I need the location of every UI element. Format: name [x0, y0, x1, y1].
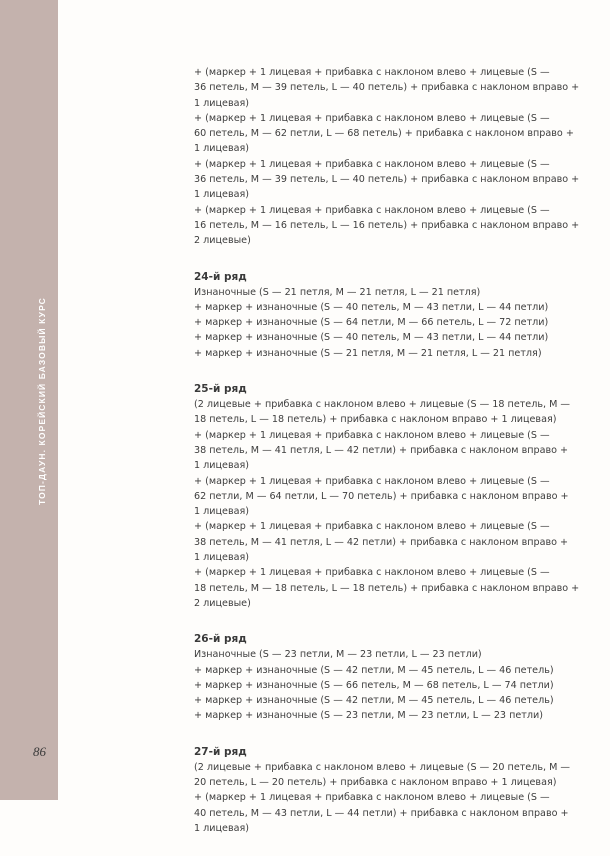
instruction-line: 1 лицевая) — [194, 189, 250, 201]
row-heading: 25-й ряд — [194, 383, 247, 396]
row-heading: 26-й ряд — [194, 633, 247, 646]
instructions-body — [194, 65, 580, 856]
sidebar — [0, 0, 58, 800]
instruction-line: + маркер + изнаночные (S — 42 петли, M — 45 петель, L — 46 петель) — [194, 695, 554, 707]
row-section — [194, 631, 554, 723]
instruction-line: 36 петель, M — 39 петель, L — 40 петель) + прибавка с наклоном вправо + — [194, 82, 580, 94]
instruction-line: Изнаночные (S — 23 петли, M — 23 петли, L — 23 петли) — [194, 649, 482, 661]
instruction-line: (2 лицевые + прибавка с наклоном влево + лицевые (S — 20 петель, M — — [194, 761, 571, 773]
instruction-line: (2 лицевые + прибавка с наклоном влево + лицевые (S — 18 петель, M — — [194, 399, 571, 411]
instruction-line: + маркер + изнаночные (S — 23 петли, M — 23 петли, L — 23 петли) — [194, 710, 543, 722]
instruction-line: 62 петли, M — 64 петли, L — 70 петель) + прибавка с наклоном вправо + — [194, 490, 569, 502]
instruction-line: + маркер + изнаночные (S — 21 петля, M — 21 петля, L — 21 петля) — [194, 347, 542, 359]
running-title: ТОП-ДАУН. КОРЕЙСКИЙ БАЗОВЫЙ КУРС — [37, 297, 47, 505]
instruction-line: 1 лицевая) — [194, 552, 250, 564]
instruction-line: 2 лицевые) — [194, 235, 251, 247]
row-section — [194, 65, 580, 249]
instruction-line: Изнаночные (S — 21 петля, M — 21 петля, L — 21 петля) — [194, 286, 481, 298]
instruction-line: + (маркер + 1 лицевая + прибавка с наклоном влево + лицевые (S — — [194, 67, 550, 78]
instruction-line: + маркер + изнаночные (S — 42 петли, M — 45 петель, L — 46 петель) — [194, 664, 554, 676]
row-heading: 24-й ряд — [194, 270, 247, 283]
instruction-line: + (маркер + 1 лицевая + прибавка с наклоном влево + лицевые (S — — [194, 204, 550, 216]
row-section — [194, 269, 554, 361]
instruction-line: + маркер + изнаночные (S — 66 петель, M — 68 петель, L — 74 петли) — [194, 679, 554, 691]
instruction-line: 18 петель, L — 18 петель) + прибавка с наклоном вправо + 1 лицевая) — [194, 414, 557, 426]
instruction-line: 38 петель, M — 41 петля, L — 42 петли) + прибавка с наклоном вправо + — [194, 536, 569, 548]
instruction-line: 1 лицевая) — [194, 143, 250, 155]
instruction-line: + маркер + изнаночные (S — 40 петель, M — 43 петли, L — 44 петли) — [194, 332, 549, 344]
instruction-line: + (маркер + 1 лицевая + прибавка с наклоном влево + лицевые (S — — [194, 792, 550, 804]
page-number: 86 — [33, 744, 46, 759]
instruction-line: 36 петель, M — 39 петель, L — 40 петель) + прибавка с наклоном вправо + — [194, 174, 580, 186]
instruction-line: 1 лицевая) — [194, 460, 250, 472]
row-heading: 27-й ряд — [194, 745, 247, 758]
instruction-line: 1 лицевая) — [194, 822, 250, 834]
instruction-line: 38 петель, M — 41 петля, L — 42 петли) + прибавка с наклоном вправо + — [194, 444, 569, 456]
instruction-line: + (маркер + 1 лицевая + прибавка с наклоном влево + лицевые (S — — [194, 158, 550, 170]
instruction-line: 1 лицевая) — [194, 506, 250, 518]
instruction-line: 18 петель, M — 18 петель, L — 18 петель) + прибавка с наклоном вправо + — [194, 582, 580, 594]
instruction-line: + (маркер + 1 лицевая + прибавка с наклоном влево + лицевые (S — — [194, 475, 550, 487]
instruction-line: 16 петель, M — 16 петель, L — 16 петель) + прибавка с наклоном вправо + — [194, 219, 580, 231]
instruction-line: 60 петель, M — 62 петли, L — 68 петель) + прибавка с наклоном вправо + — [194, 128, 574, 140]
row-section — [194, 381, 580, 611]
instruction-line: 1 лицевая) — [194, 97, 250, 109]
instruction-line: + (маркер + 1 лицевая + прибавка с наклоном влево + лицевые (S — — [194, 112, 550, 124]
instruction-line: + (маркер + 1 лицевая + прибавка с наклоном влево + лицевые (S — — [194, 521, 550, 533]
instruction-line: + маркер + изнаночные (S — 64 петли, M — 66 петель, L — 72 петли) — [194, 317, 549, 329]
row-section — [194, 744, 571, 836]
instruction-line: 2 лицевые) — [194, 597, 251, 609]
instruction-line: 20 петель, L — 20 петель) + прибавка с наклоном вправо + 1 лицевая) — [194, 776, 557, 788]
instruction-line: + (маркер + 1 лицевая + прибавка с наклоном влево + лицевые (S — — [194, 567, 550, 579]
instruction-line: 40 петель, M — 43 петли, L — 44 петли) + прибавка с наклоном вправо + — [194, 807, 569, 819]
instruction-line: + (маркер + 1 лицевая + прибавка с наклоном влево + лицевые (S — — [194, 429, 550, 441]
instruction-line: + маркер + изнаночные (S — 40 петель, M — 43 петли, L — 44 петли) — [194, 301, 549, 313]
